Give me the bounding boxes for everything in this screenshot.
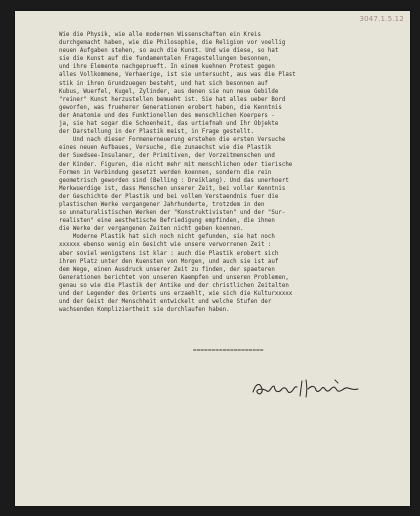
archive-reference-number: 3047.1.5.12 [359, 15, 404, 23]
typewritten-body-text: Wie die Physik, wie alle modernen Wissenschaften ein Kreis durchgemacht haben, wie die Philosophie, die Religion vor voellig neuen Aufgaben stehen, so auch die Kunst. Und wie diese, so hat sie die Kunst auf die fundamentalen Fragestellungen besonnen, und ihre Elemente nachgeprueft. In einem kuehnen Protest gegen alles Vollkommene, Verhaerige, ist sie untersucht, aus was die Plast stik in ihren Grundzuegen besteht, und hat sich besonnen auf Kubus, Wuerfel, Kugel, Zylinder, aus denen sie nun neue Gebilde "reiner" Kunst herzustellen bemueht ist. Sie hat alles ueber Bord geworfen, was frueherer Generationen erobert haben, die Kenntnis der Anatomie und des Funktionellen des menschlichen Koerpers - ja, sie hat sogar die Schoenheit, das urtiefnah und Ihr Objekte der Darstellung in der Plastik meist, in Frage gestellt. Und nach dieser Formenerneuerung erstehen die ersten Versuche eines neuen Aufbaues, Versuche, die zunaechst wie die Plastik der Suedsee-Insulaner, der Primitiven, der Vorzeitmenschen und der Kinder. Figuren, die nicht mehr mit menschlichen oder tierische Formen in Verbindung gesetzt werden koennen, sondern die rein geometrisch geworden sind (Belling : Dreiklang). Und das unerhoert Merkwuerdige ist, dass Menschen unserer Zeit, bei voller Kenntnis der Geschichte der Plastik und bei vollem Verstaendnis fuer die plastischen Werke vergangener Jahrhunderte, trotzdem in den so unnaturalistischen Werken der "Konstruktivisten" und der "Sur- realisten" eine aesthetische Befriedigung empfinden, die ihnen die Werke der vergangenen Zeiten nicht geben koennen. Moderne Plastik hat sich noch nicht gefunden, sie hat noch xxxxxx ebenso wenig ein Gesicht wie unsere verworrenen Zeit : aber soviel wenigstens ist klar : auch die Plastik erobert sich ihren Platz unter den Kuensten von Morgen, und auch sie ist auf dem Wege, einen Ausdruck unserer Zeit zu finden, der spaeteren Generationen berichtet von unseren Kaempfen und unseren Problemen, genau so wie die Plastik der Antike und der christlichen Zeitalten und der Legender des Orients uns erzaehlt, wie sich die Kulturxxxxx und der Geist der Menschheit entwickelt und welche Stufen der wachsenden Kompliziertheit sie durchlaufen haben. [59, 32, 296, 314]
separator-line: =================== [193, 347, 264, 354]
handwritten-signature [250, 377, 362, 401]
signature-text [250, 377, 257, 378]
signature-scribble [250, 377, 362, 401]
typewritten-page [15, 11, 410, 506]
